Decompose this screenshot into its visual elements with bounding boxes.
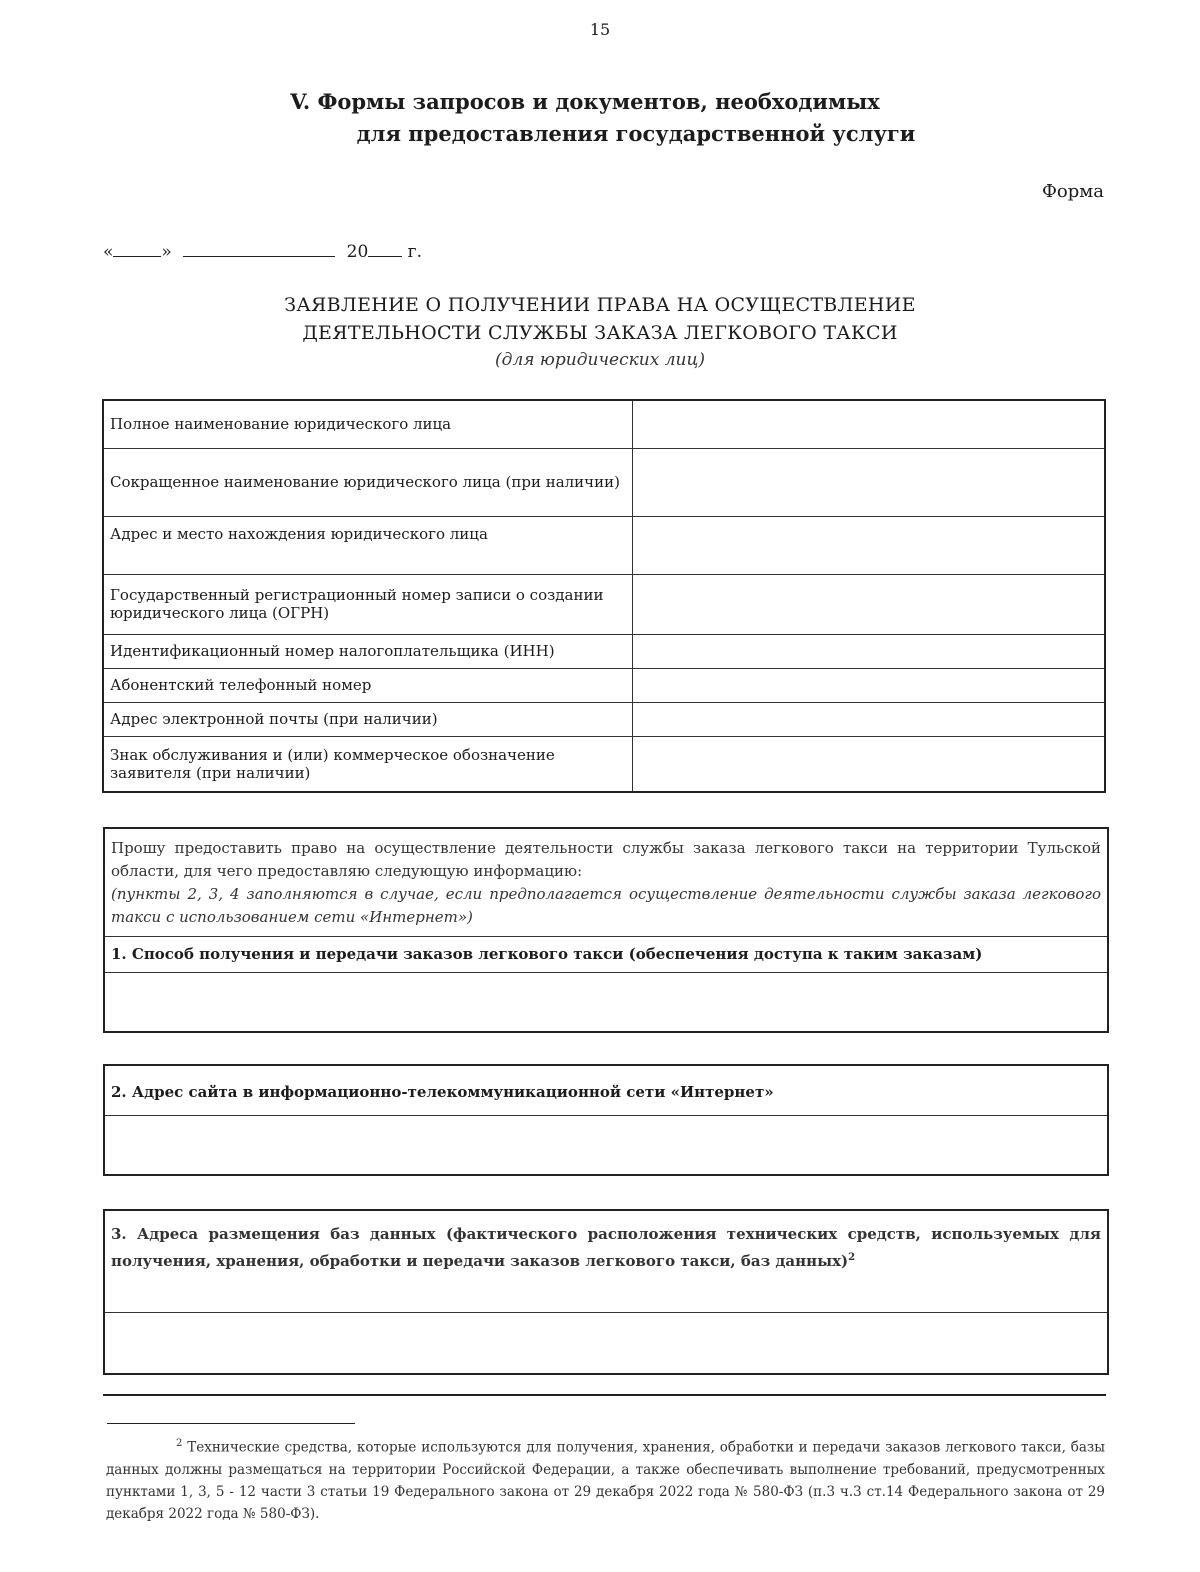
item1-label: 1. Способ получения и передачи заказов легкового такси (обеспечения доступа к таким заказам) xyxy=(105,937,1107,973)
table-row xyxy=(103,702,1105,736)
table-row xyxy=(103,634,1105,668)
day-blank[interactable] xyxy=(113,238,161,257)
footnote-divider xyxy=(107,1423,355,1424)
year-prefix: 20 xyxy=(346,242,369,262)
form-label: Форма xyxy=(1041,181,1104,202)
table-row xyxy=(103,736,1105,792)
section-title-line2: для предоставления государственной услуги xyxy=(356,121,916,146)
date-open-quote: « xyxy=(103,242,114,262)
item3-answer-field[interactable] xyxy=(105,1313,1107,1373)
item2-label: 2. Адрес сайта в информационно-телекоммуникационной сети «Интернет» xyxy=(105,1066,1107,1116)
value-cell[interactable] xyxy=(633,516,1106,574)
footnote xyxy=(106,1433,1105,1525)
year-suffix: г. xyxy=(407,242,422,262)
table-row xyxy=(103,516,1105,574)
item3-label: 3. Адреса размещения баз данных (фактического расположения технических средств, используемых для получения, хранения, обработки и передачи заказов легкового такси, баз данных)$^2$ xyxy=(111,1225,1101,1270)
item3-label-row xyxy=(105,1211,1107,1313)
page-divider xyxy=(103,1394,1106,1396)
date-field xyxy=(103,238,422,262)
document-title-line1: ЗАЯВЛЕНИЕ О ПОЛУЧЕНИИ ПРАВА НА ОСУЩЕСТВЛЕНИЕ xyxy=(284,294,916,316)
footnote-reference[interactable]: 2 xyxy=(848,1252,856,1263)
year-blank[interactable] xyxy=(368,238,402,257)
item2-box xyxy=(103,1064,1109,1176)
value-cell[interactable] xyxy=(633,574,1106,634)
item1-answer-field[interactable] xyxy=(105,973,1107,1031)
row-label: Знак обслуживания и (или) коммерческое обозначение заявителя (при наличии) xyxy=(103,736,633,792)
section-title-line1: V. Формы запросов и документов, необходимых xyxy=(290,89,880,114)
value-cell[interactable] xyxy=(633,736,1106,792)
value-cell[interactable] xyxy=(633,448,1106,516)
date-close-quote: » xyxy=(161,242,172,262)
document-subtitle: (для юридических лиц) xyxy=(495,350,705,370)
table-row xyxy=(103,400,1105,448)
row-label: Абонентский телефонный номер xyxy=(103,668,633,702)
request-text: Прошу предоставить право на осуществление деятельности службы заказа легкового такси на территории Тульской области, для чего предоставляю следующую информацию: xyxy=(111,839,1101,880)
request-note: (пункты 2, 3, 4 заполняются в случае, если предполагается осуществление деятельности службы заказа легкового такси с использованием сети «Интернет») xyxy=(111,885,1101,926)
item2-answer-field[interactable] xyxy=(105,1116,1107,1174)
row-label: Полное наименование юридического лица xyxy=(103,400,633,448)
request-text-row xyxy=(105,829,1107,937)
row-label: Сокращенное наименование юридического лица (при наличии) xyxy=(103,448,633,516)
row-label: Идентификационный номер налогоплательщика (ИНН) xyxy=(103,634,633,668)
table-row xyxy=(103,574,1105,634)
row-label: Адрес и место нахождения юридического лица xyxy=(103,516,633,574)
table-row xyxy=(103,668,1105,702)
month-blank[interactable] xyxy=(183,238,335,257)
applicant-info-table xyxy=(102,399,1106,793)
footnote-mark: 2 xyxy=(176,1438,183,1449)
row-label: Адрес электронной почты (при наличии) xyxy=(103,702,633,736)
value-cell[interactable] xyxy=(633,400,1106,448)
item3-box xyxy=(103,1209,1109,1375)
value-cell[interactable] xyxy=(633,668,1106,702)
row-label: Государственный регистрационный номер записи о создании юридического лица (ОГРН) xyxy=(103,574,633,634)
value-cell[interactable] xyxy=(633,634,1106,668)
footnote-text: Технические средства, которые используются для получения, хранения, обработки и передачи заказов легкового такси, базы данных должны размещаться на территории Российской Федерации, а также обеспечивать выполнение требований, предусмотренных пунктами 1, 3, 5 - 12 части 3 статьи 19 Федерального закона от 29 декабря 2022 года № 580-ФЗ (п.3 ч.3 ст.14 Федерального закона от 29 декабря 2022 года № 580-ФЗ). xyxy=(106,1439,1105,1522)
request-box xyxy=(103,827,1109,1033)
value-cell[interactable] xyxy=(633,702,1106,736)
document-title-line2: ДЕЯТЕЛЬНОСТИ СЛУЖБЫ ЗАКАЗА ЛЕГКОВОГО ТАКСИ xyxy=(302,322,898,344)
page-number: 15 xyxy=(589,20,611,39)
table-row xyxy=(103,448,1105,516)
